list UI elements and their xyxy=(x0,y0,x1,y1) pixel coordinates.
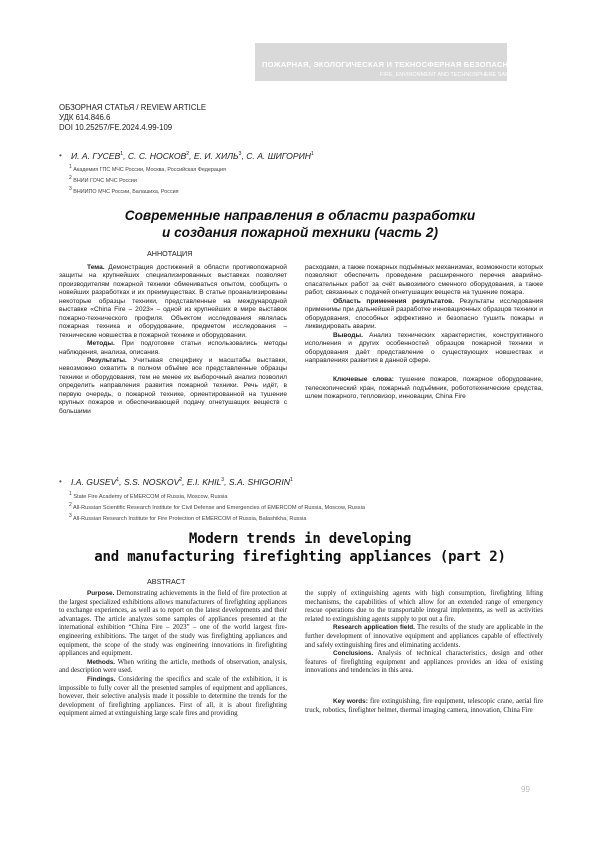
udc-code: УДК 614.846.6 xyxy=(59,113,111,122)
author: Е. И. ХИЛЬ xyxy=(193,151,239,161)
doi: DOI 10.25257/FE.2024.4.99-109 xyxy=(59,123,173,132)
section-label: Findings. xyxy=(87,675,116,683)
affiliation: 2 All-Russian Scientific Research Institute for Civil Defense and Emergencies of EMERCOM of Russia, Moscow, Russia xyxy=(69,502,365,511)
annotation-ru-right: расходами, а также пожарных подъёмных механизмах, возможности которых позволяют обеспечить проведение расширенного перечня аварийно-спасательных работ за счёт вывозимого сменного оборудования, а также работ, связанных с подачей огнетушащих веществ на тушение пожара. Область применения результатов. Результаты исследования применимы при дальнейшей разработке инновационных образцов техники и оборудования, способных эффективно и безопасно тушить пожары и ликвидировать аварии. Выводы. Анализ технических характеристик, конструктивного исполнения и других особенностей образцов пожарной техники и оборудования даёт представление о существующих новшествах и направлениях развития в данной сфере. Ключевые слова: тушение пожаров, пожарное оборудование, телескопический кран, пожарный подъёмник, робототехнические средства, шлем пожарного, тепловизор, инновации, China Fire xyxy=(305,264,543,401)
affiliation: 2 ВНИИ ГОЧС МЧС России xyxy=(69,175,137,184)
page-number: 99 xyxy=(521,785,530,794)
annotation-ru-left: Тема. Демонстрация достижений в области противопожарной защиты на крупнейших специализированных выставках позволяет производителям пожарной техники обмениваться опытом, сообщить о новейших разработках и их преимуществах. В статье проанализированы некоторые образцы техники, представленные на международной выставке «China Fire – 2023» – одной из крупнейших в мире выставок пожарно-технического профиля. Объектом исследования являлась пожарная техника и оборудование, предметом исследования – технические новшества в пожарной технике и оборудовании. Методы. При подготовке статьи использовались методы наблюдения, анализа, описания. Результаты. Учитывая специфику и масштабы выставки, невозможно охватить в полном объёме все представленные образцы техники и оборудования, тем не менее их выборочный анализ позволил определить направления развития пожарной техники. Речь идёт, в первую очередь, о пожарной технике, ориентированной на тушение крупных пожаров и обеспечивающей подачу огнетушащих веществ с большими xyxy=(59,264,287,415)
author: E.I. KHIL xyxy=(186,477,222,487)
article-type: ОБЗОРНАЯ СТАТЬЯ / REVIEW ARTICLE xyxy=(59,103,207,112)
section-label: Выводы. xyxy=(333,331,363,339)
section-label: Тема. xyxy=(87,264,105,271)
author: I.A. GUSEV xyxy=(71,477,117,487)
affiliation: 1 Академия ГПС МЧС России, Москва, Российская Федерация xyxy=(69,164,226,173)
author: S.A. SHIGORIN xyxy=(228,477,290,487)
journal-title-ru: ПОЖАРНАЯ, ЭКОЛОГИЧЕСКАЯ И ТЕХНОСФЕРНАЯ БЕЗОПАСНОСТЬ xyxy=(262,60,531,69)
authors-ru: И. А. ГУСЕВ$^1$, С. С. НОСКОВ$^2$, Е. И. ХИЛЬ$^3$, С. А. ШИГОРИН$^1$ xyxy=(71,151,314,161)
affiliation: 1 State Fire Academy of EMERCOM of Russia, Moscow, Russia xyxy=(69,491,228,500)
section-label: Research application field. xyxy=(333,624,415,632)
section-label: Conclusions. xyxy=(333,650,374,658)
section-label: Методы. xyxy=(87,340,115,348)
article-title-en: Modern trends in developing and manufacturing firefighting appliances (part 2) xyxy=(94,531,506,565)
abstract-en-right: the supply of extinguishing agents with high consumption, firefighting lifting mechanisms, the capabilities of which allow for an extended range of emergency rescue operations due to the transportable integral implements, as well as activities related to extinguishing agents supply to put out a fire. Research application field. The results of the study are applicable in the further development of innovative equipment and appliances capable of effectively and safely extinguishing fires and eliminating accidents. Conclusions. Analysis of technical characteristics, design and other features of firefighting equipment and appliances provides an idea of existing innovations and tendencies in this area. Key words: fire extinguishing, fire equipment, telescopic crane, aerial fire truck, robotics, firefighter helmet, thermal imaging camera, innovation, China Fire xyxy=(305,590,543,714)
journal-title-en: FIRE, ENVIRONMENT AND TECHNOSPHERE SAFETY xyxy=(380,72,520,78)
abstract-heading: ABSTRACT xyxy=(147,577,186,586)
keywords-label: Key words: xyxy=(333,697,368,705)
abstract-en-left: Purpose. Demonstrating achievements in the field of fire protection at the largest specialized exhibitions allows manufacturers of firefighting appliances to exchange experiences, as well as to report on the latest developments and their advantages. The article analyzes some samples of appliances presented at the international exhibition “China Fire – 2023” – one of the world largest fire-engineering exhibitions. The target of the study was firefighting appliances and equipment, the scope of the study was engineering innovations in firefighting appliances and equipment. Methods. When writing the article, methods of observation, analysis, and description were used. Findings. Considering the specifics and scale of the exhibition, it is impossible to fully cover all the presented samples of equipment and appliances, however, their selective analysis made it possible to determine the trends for the development of firefighting appliances. First of all, it is about firefighting equipment aimed at extinguishing large scale fires and providing xyxy=(59,590,287,718)
section-label: Результаты. xyxy=(87,356,127,364)
author-bullet: • xyxy=(59,477,62,486)
section-label: Purpose. xyxy=(87,590,115,597)
annotation-heading: АННОТАЦИЯ xyxy=(147,249,193,258)
authors-en: I.A. GUSEV$^1$, S.S. NOSKOV$^2$, E.I. KHIL$^3$, S.A. SHIGORIN$^1$ xyxy=(71,477,293,487)
author-bullet: • xyxy=(59,151,62,160)
section-label: Methods. xyxy=(87,658,116,666)
author: S.S. NOSKOV xyxy=(123,477,180,487)
author: И. А. ГУСЕВ xyxy=(71,151,121,161)
section-label: Область применения результатов. xyxy=(333,297,455,305)
keywords-label: Ключевые слова: xyxy=(333,376,394,384)
affiliations-ru xyxy=(69,163,226,196)
author: С. С. НОСКОВ xyxy=(127,151,187,161)
affiliation: 3 All-Russian Research Institute for Fire Protection of EMERCOM of Russia, Balashikha, Russia xyxy=(69,513,307,522)
author: С. А. ШИГОРИН xyxy=(246,151,311,161)
affiliations-en xyxy=(69,490,365,523)
article-title-ru: Современные направления в области разработки и создания пожарной техники (часть 2) xyxy=(124,208,476,240)
affiliation: 3 ВНИИПО МЧС России, Балашиха, Россия xyxy=(69,186,179,195)
